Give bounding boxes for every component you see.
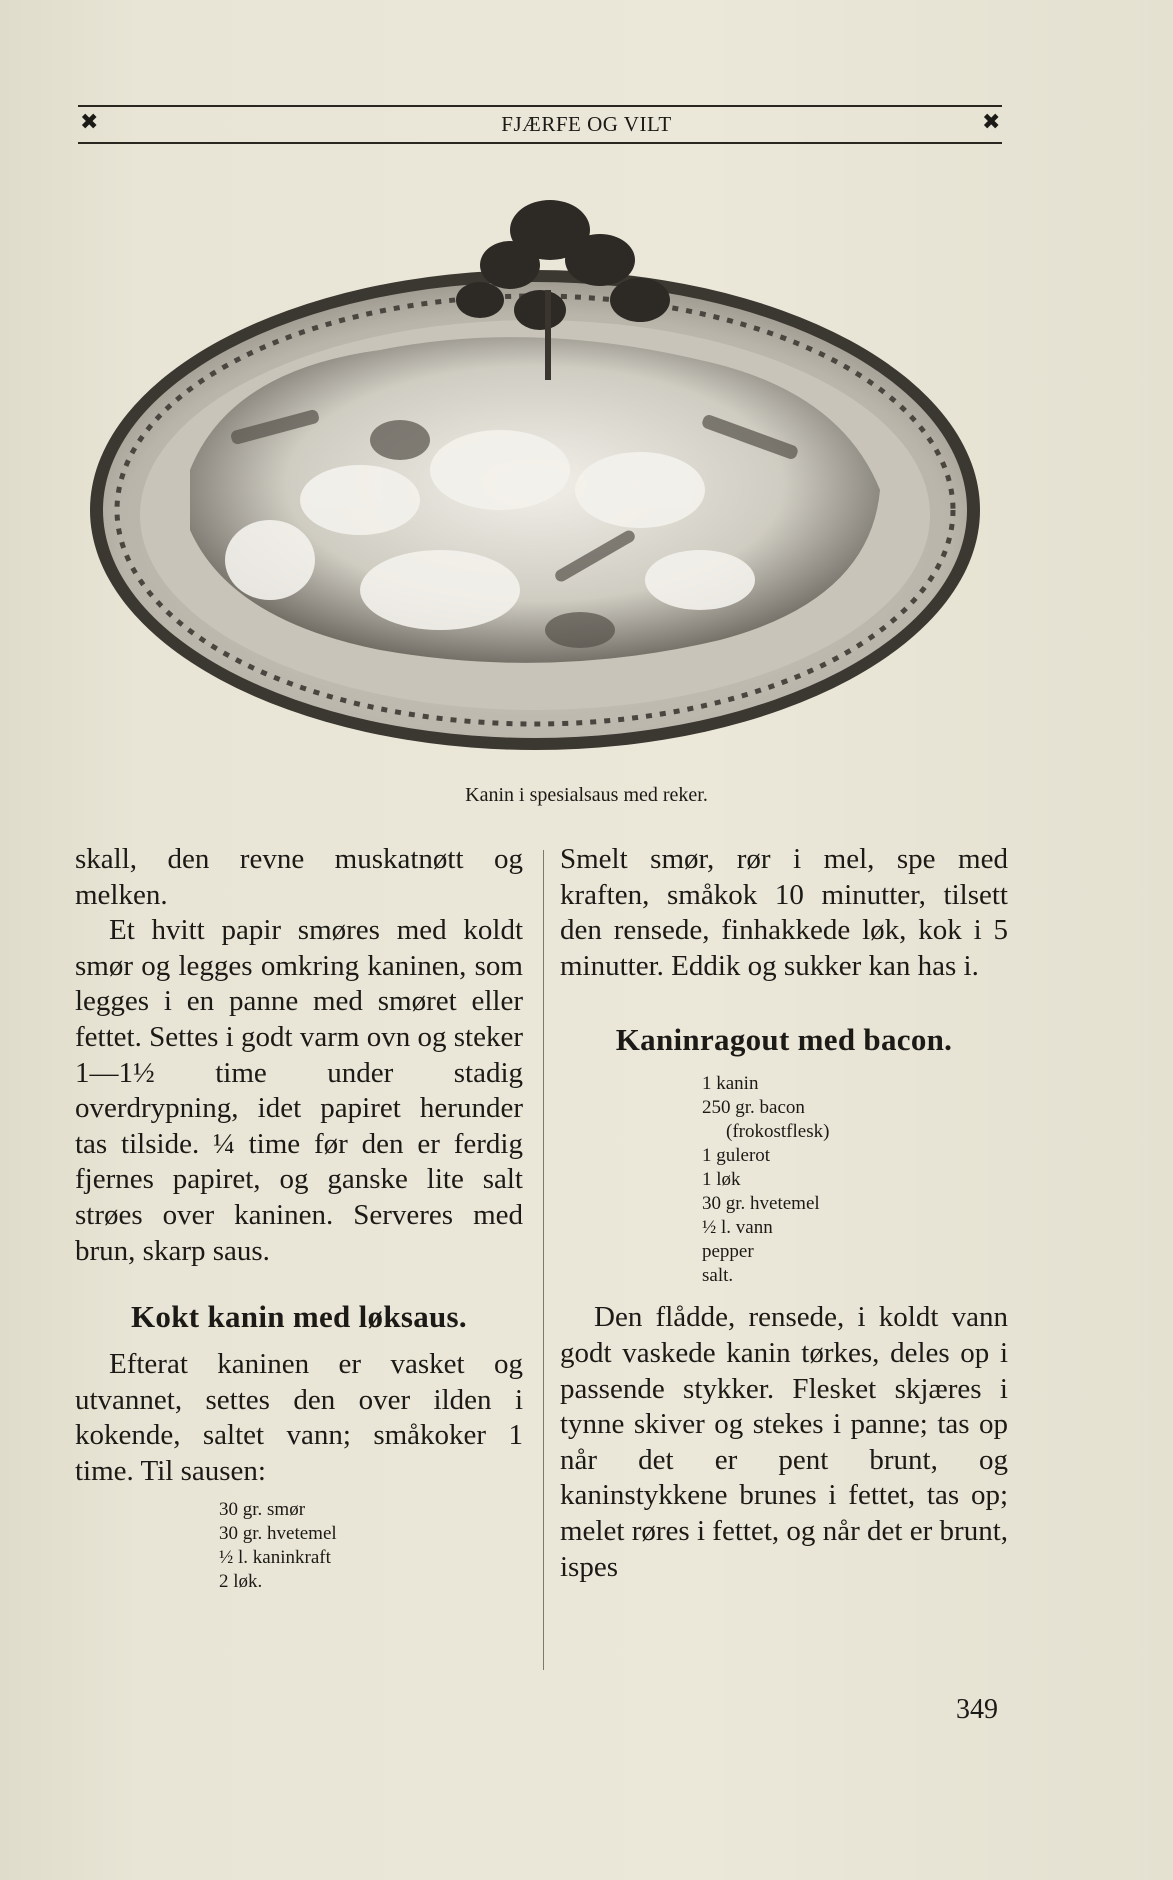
photo-caption: Kanin i spesialsaus med reker. [465, 784, 708, 806]
ingredient-list-kaninragout [702, 1072, 1008, 1288]
header-bottom-rule [78, 142, 1002, 144]
right-column [560, 842, 1008, 1585]
ingredient-item: 2 løk. [219, 1570, 263, 1592]
left-column [75, 842, 523, 1594]
ingredient-item: ½ l. vann [702, 1217, 773, 1239]
ingredient-item: 1 løk [702, 1169, 741, 1191]
header-ornament-left-icon: ✖ [80, 110, 99, 135]
ingredient-item: pepper [702, 1241, 754, 1263]
column-divider [543, 850, 544, 1670]
ingredient-list-kokt-kanin [219, 1498, 523, 1594]
right-paragraph-1: Smelt smør, rør i mel, spe med kraften, småkok 10 minutter, tilsett den rensede, finhakkede løk, kok i 5 minutter. Eddik og sukker kan has i. [560, 843, 1008, 982]
dish-photo [80, 170, 1000, 770]
left-paragraph-3: Efterat kaninen er vasket og utvannet, settes den over ilden i kokende, saltet vann; småkoker 1 time. Til sausen: [75, 1348, 523, 1487]
ingredient-item: (frokostflesk) [726, 1121, 830, 1143]
left-paragraph-1: skall, den revne muskatnøtt og melken. [75, 843, 523, 911]
running-header-title: FJÆRFE OG VILT [501, 112, 672, 136]
header-ornament-right-icon: ✖ [982, 110, 1001, 135]
ingredient-item: ½ l. kaninkraft [219, 1546, 331, 1568]
ingredient-item: 30 gr. hvetemel [219, 1522, 337, 1544]
recipe-heading-kokt-kanin: Kokt kanin med løksaus. [131, 1299, 467, 1335]
left-paragraph-2: Et hvitt papir smøres med koldt smør og legges omkring kaninen, som legges i en panne med smøret eller fettet. Settes i godt varm ovn og steker 1—1½ time under stadig overdrypning, idet papiret herunder tas tilside. ¼ time før den er ferdig fjernes papiret, og ganske lite salt strøes over kaninen. Serveres med brun, skarp saus. [75, 914, 523, 1267]
ingredient-item: 1 kanin [702, 1073, 759, 1095]
header-top-rule [78, 105, 1002, 107]
ingredient-item: salt. [702, 1265, 734, 1287]
ingredient-item: 250 gr. bacon [702, 1097, 805, 1119]
right-paragraph-2: Den flådde, rensede, i koldt vann godt vaskede kanin tørkes, deles op i passende stykker. Flesket skjæres i tynne skiver og stekes i panne; tas op når det er pent brunt, og kaninstykkene brunes i fettet, tas op; melet røres i fettet, og når det er brunt, ispes [560, 1301, 1008, 1583]
ingredient-item: 1 gulerot [702, 1145, 771, 1167]
recipe-heading-kaninragout: Kaninragout med bacon. [615, 1022, 953, 1058]
ingredient-item: 30 gr. smør [219, 1498, 306, 1520]
ingredient-item: 30 gr. hvetemel [702, 1193, 820, 1215]
page-number: 349 [956, 1694, 998, 1725]
